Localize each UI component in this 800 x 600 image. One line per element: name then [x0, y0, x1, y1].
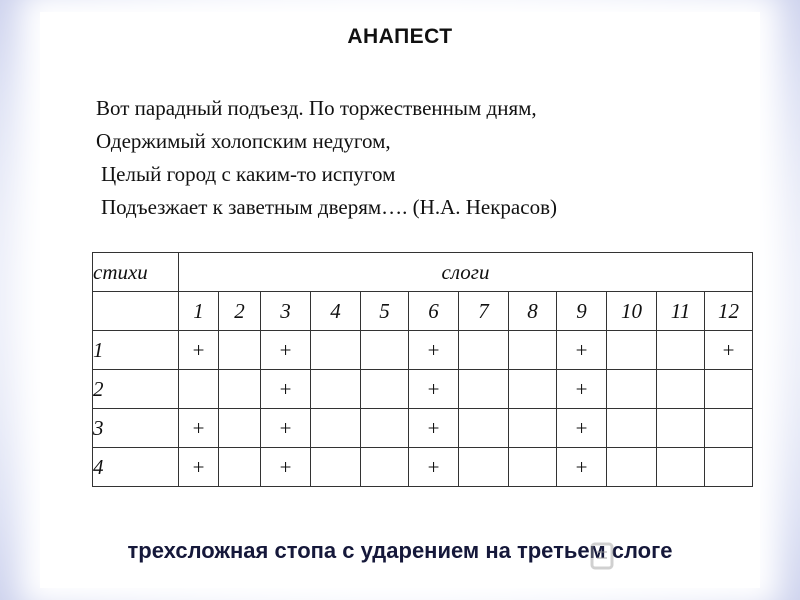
stress-mark-cell [311, 409, 361, 448]
table-row [93, 448, 753, 487]
watermark-icon [588, 540, 616, 572]
stress-mark-cell [459, 448, 509, 487]
stress-mark-cell [705, 409, 753, 448]
stress-mark-cell: + [179, 409, 219, 448]
stress-mark-cell: + [557, 409, 607, 448]
slide-title: АНАПЕСТ [347, 25, 453, 48]
stress-mark-cell: + [261, 370, 311, 409]
stress-mark-cell [459, 370, 509, 409]
stress-mark-cell [361, 331, 409, 370]
stress-mark-cell [657, 370, 705, 409]
stress-mark-cell: + [409, 331, 459, 370]
verse-number: 3 [93, 409, 179, 448]
table-row [93, 370, 753, 409]
stress-mark-cell: + [179, 331, 219, 370]
stress-mark-cell [219, 448, 261, 487]
syllable-number-row [93, 292, 753, 331]
poem-line-3: Целый город с каким-то испугом [101, 162, 396, 186]
stress-mark-cell [219, 370, 261, 409]
stress-mark-cell [509, 370, 557, 409]
stress-mark-cell [509, 409, 557, 448]
syllable-stress-table [92, 252, 753, 487]
table-row [93, 409, 753, 448]
stress-mark-cell [179, 370, 219, 409]
syllable-number: 9 [557, 292, 607, 331]
table-row [93, 331, 753, 370]
stress-mark-cell [311, 370, 361, 409]
header-syllables: слоги [179, 253, 753, 292]
stress-mark-cell [607, 331, 657, 370]
verse-rows [93, 331, 753, 487]
syllable-number: 7 [459, 292, 509, 331]
stress-mark-cell [361, 448, 409, 487]
verse-number: 2 [93, 370, 179, 409]
empty-corner-cell [93, 292, 179, 331]
table-header-row [93, 253, 753, 292]
syllable-number: 1 [179, 292, 219, 331]
stress-mark-cell: + [409, 370, 459, 409]
syllable-number: 12 [705, 292, 753, 331]
verse-number: 4 [93, 448, 179, 487]
syllable-number: 6 [409, 292, 459, 331]
stress-mark-cell: + [557, 448, 607, 487]
stress-mark-cell: + [261, 448, 311, 487]
stress-mark-cell: + [557, 370, 607, 409]
stress-mark-cell [459, 409, 509, 448]
stress-mark-cell [311, 331, 361, 370]
stress-mark-cell: + [557, 331, 607, 370]
stress-mark-cell [657, 331, 705, 370]
syllable-number: 2 [219, 292, 261, 331]
stress-mark-cell [657, 448, 705, 487]
poem-line-1: Вот парадный подъезд. По торжественным дням, [96, 96, 537, 120]
stress-mark-cell [361, 370, 409, 409]
stress-mark-cell [219, 331, 261, 370]
stress-mark-cell [509, 331, 557, 370]
syllable-number: 11 [657, 292, 705, 331]
stress-mark-cell [219, 409, 261, 448]
stress-mark-cell: + [705, 331, 753, 370]
stress-mark-cell [361, 409, 409, 448]
syllable-number: 4 [311, 292, 361, 331]
syllable-number: 8 [509, 292, 557, 331]
stress-mark-cell [311, 448, 361, 487]
stress-mark-cell: + [261, 331, 311, 370]
footer-definition: трехсложная стопа с ударением на третьем слоге [127, 538, 673, 563]
poem-line-4: Подъезжает к заветным дверям…. (Н.А. Некрасов) [101, 195, 557, 219]
stress-mark-cell [509, 448, 557, 487]
stress-mark-cell: + [179, 448, 219, 487]
stress-mark-cell [607, 370, 657, 409]
syllable-number: 10 [607, 292, 657, 331]
stress-mark-cell [657, 409, 705, 448]
syllable-number: 5 [361, 292, 409, 331]
stress-mark-cell [705, 448, 753, 487]
stress-mark-cell [705, 370, 753, 409]
stress-mark-cell: + [409, 409, 459, 448]
poem-line-2: Одержимый холопским недугом, [96, 129, 391, 153]
stress-mark-cell: + [409, 448, 459, 487]
verse-number: 1 [93, 331, 179, 370]
stress-mark-cell: + [261, 409, 311, 448]
stress-mark-cell [607, 448, 657, 487]
syllable-number: 3 [261, 292, 311, 331]
stress-mark-cell [607, 409, 657, 448]
header-verses: стихи [93, 253, 179, 292]
stress-mark-cell [459, 331, 509, 370]
